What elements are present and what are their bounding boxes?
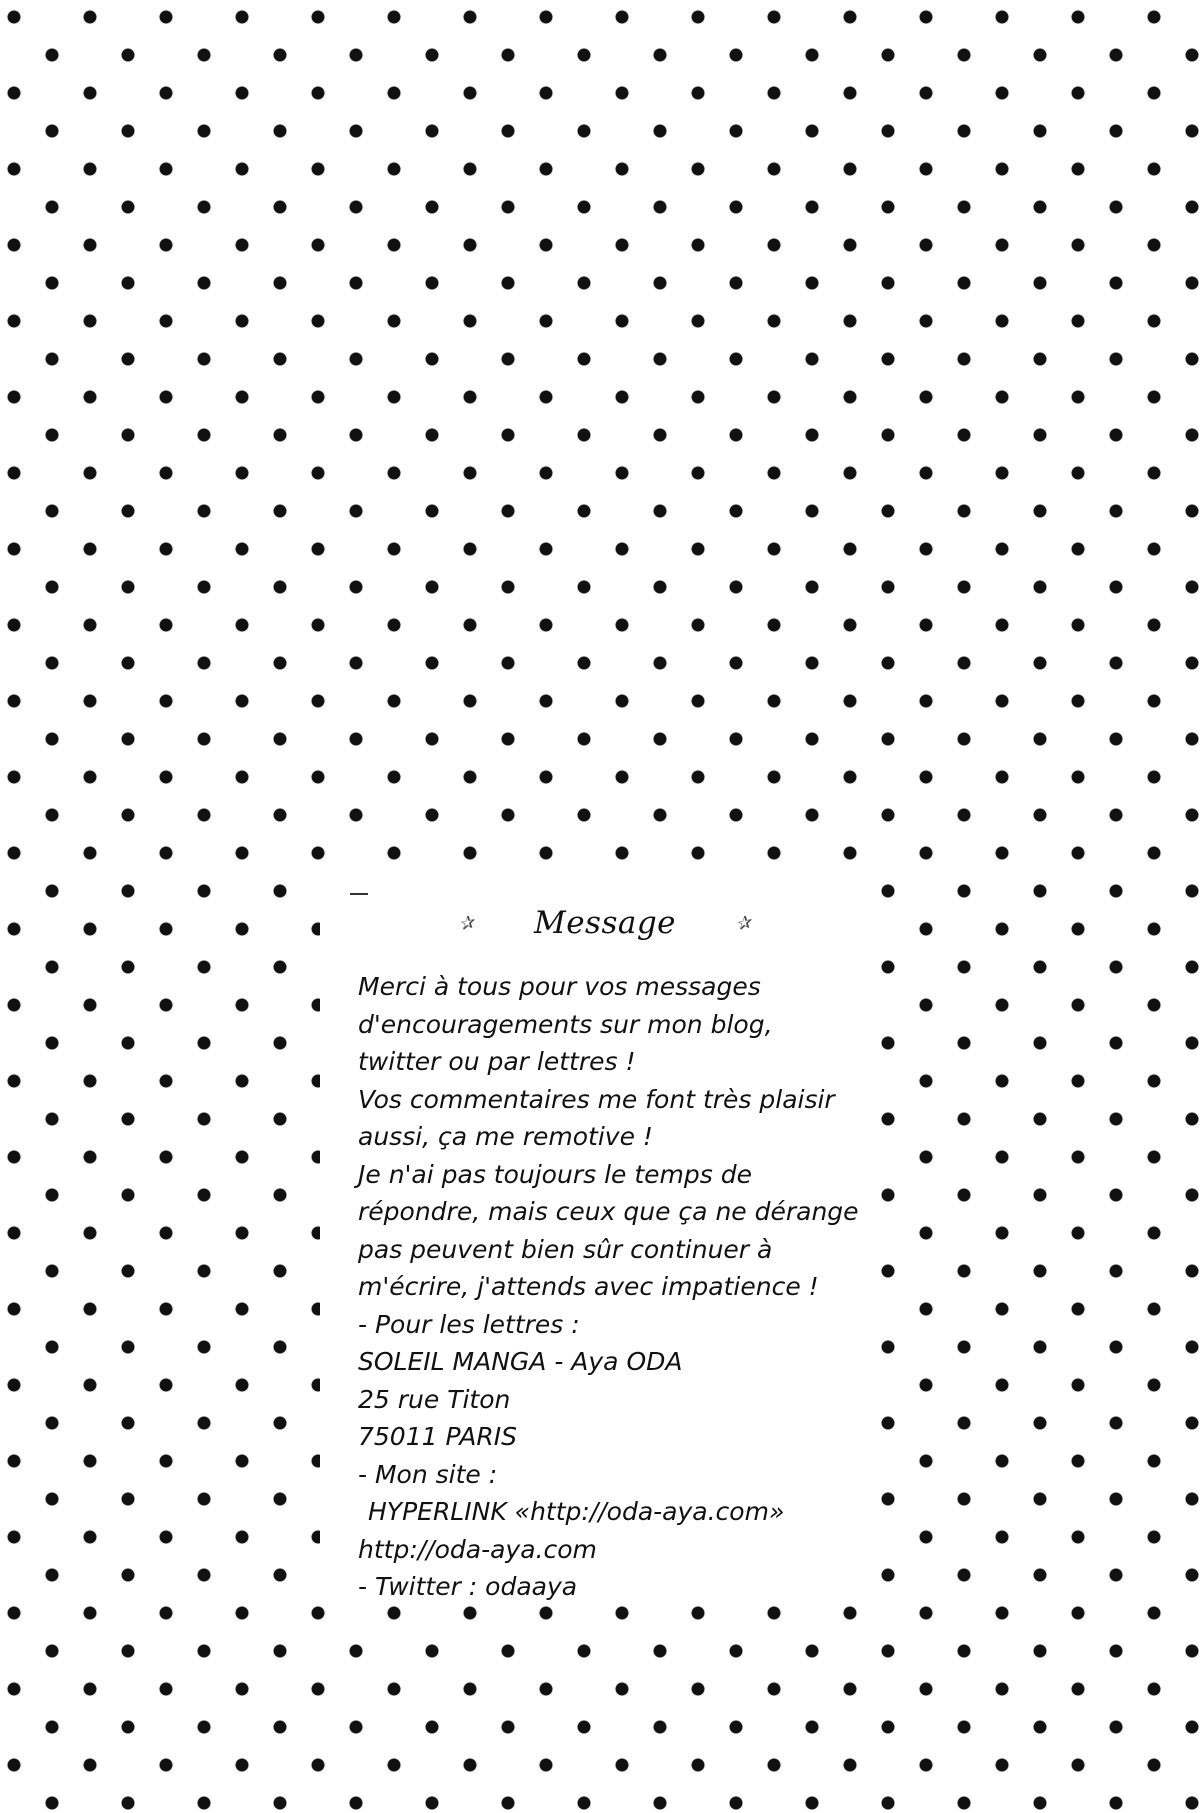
star-right-icon: ✰	[734, 911, 754, 935]
message-line: répondre, mais ceux que ça ne dérange	[358, 1197, 859, 1226]
message-line: Je n'ai pas toujours le temps de	[358, 1159, 752, 1189]
message-body	[358, 968, 878, 1606]
message-line: d'encouragements sur mon blog,	[358, 1009, 773, 1039]
address-city: 75011 PARIS	[358, 1422, 518, 1451]
site-hyperlink-text: HYPERLINK «http://oda-aya.com»	[368, 1497, 785, 1526]
twitter-handle: - Twitter : odaaya	[358, 1572, 578, 1601]
message-line: m'écrire, j'attends avec impatience !	[358, 1272, 819, 1301]
site-url: http://oda-aya.com	[358, 1534, 597, 1564]
message-title: Message	[533, 905, 677, 941]
site-label: - Mon site :	[358, 1459, 498, 1489]
message-line: Vos commentaires me font très plaisir	[358, 1084, 835, 1114]
star-left-icon: ✰	[456, 911, 476, 935]
address-name: SOLEIL MANGA - Aya ODA	[358, 1347, 683, 1376]
message-line: pas peuvent bien sûr continuer à	[358, 1234, 773, 1264]
letters-label: - Pour les lettres :	[358, 1309, 580, 1339]
message-heading	[440, 898, 770, 948]
panel-corner-mark	[350, 893, 368, 895]
message-line: aussi, ça me remotive !	[358, 1122, 653, 1151]
message-line: Merci à tous pour vos messages	[358, 972, 761, 1001]
message-line: twitter ou par lettres !	[358, 1047, 636, 1076]
address-street: 25 rue Titon	[358, 1384, 511, 1414]
